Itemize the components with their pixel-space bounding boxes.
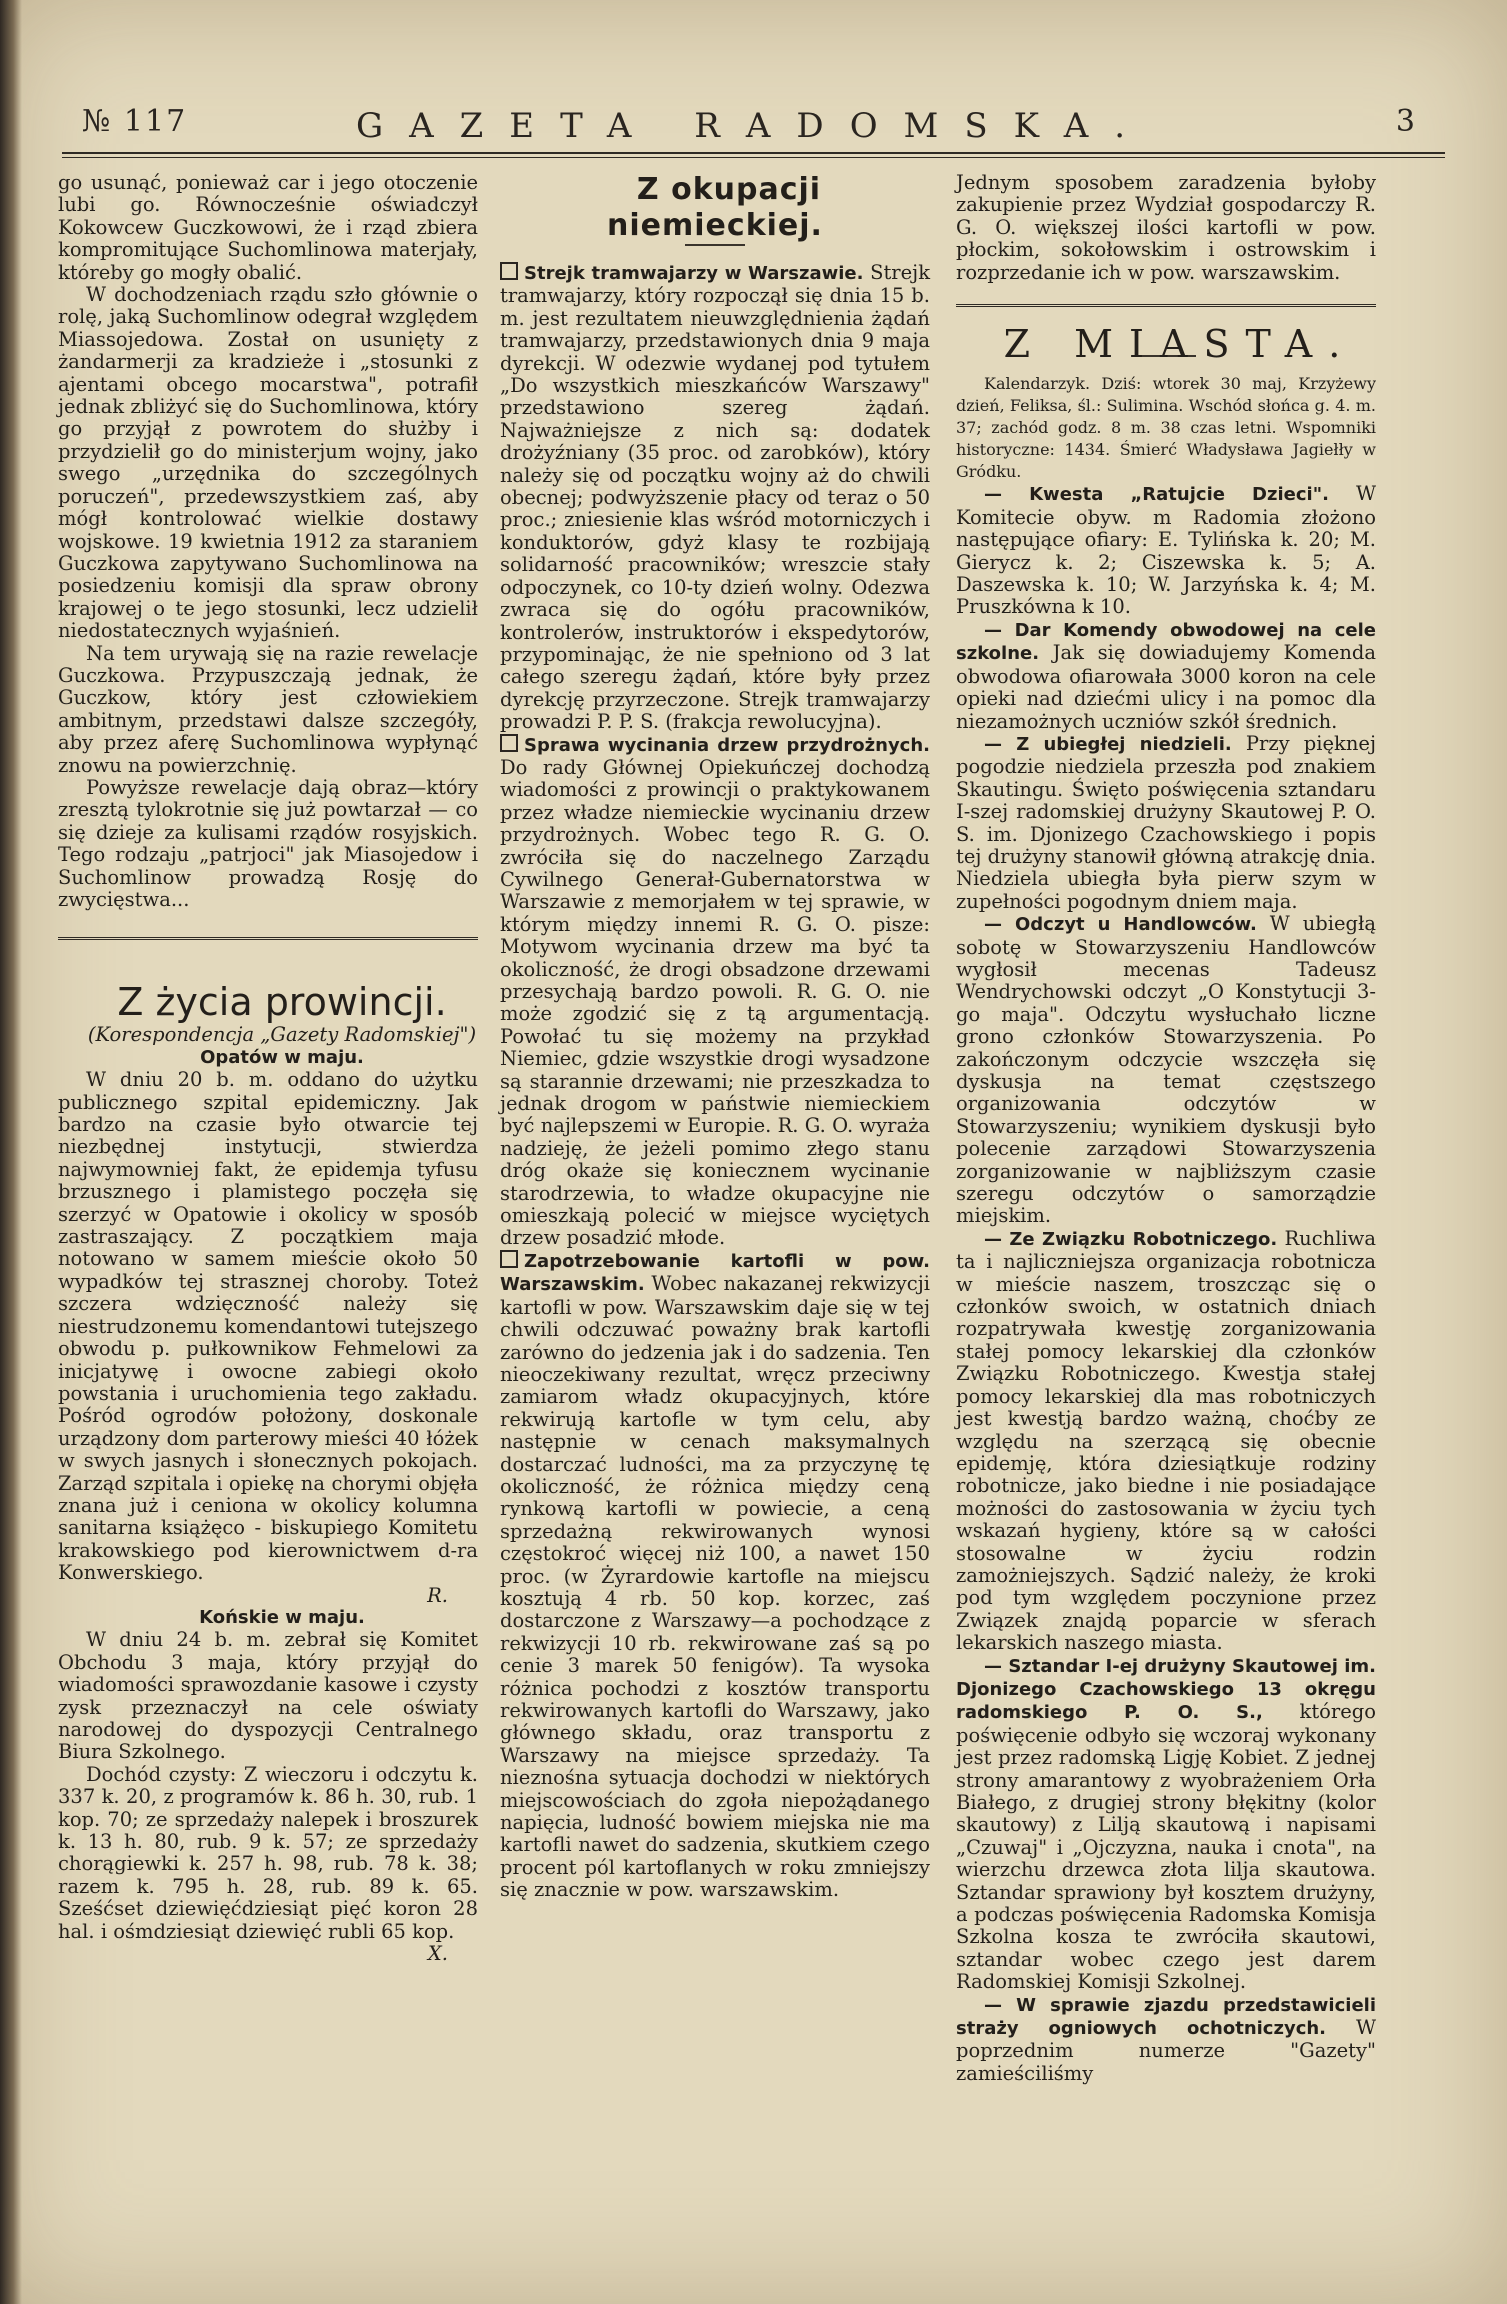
- paragraph: W dochodzeniach rządu szło głównie o rolę, jaką Suchomlinow odegrał względem Miassojedowa. Został on usunięty z żandarmerji za kradzieże i „stosunki z ajentami obcego mocarstwa", potrafił jednak zbliżyć się do Suchomlinowa, który go przyjął z powrotem do służby i przydzielił go do ministerjum wojny, jako swego „urzędnika do szczególnych poruczeń", przedewszystkiem zaś, aby mógł kontrolować wielkie dostawy wojskowe. 19 kwietnia 1912 za staraniem Guczkowa zapytywano Suchomlinowa na posiedzeniu komisji dla spraw obrony krajowej o te jego stosunki, lecz udzielił niedostatecznych wyjaśnień.: [58, 283, 478, 643]
- section-title-occupation: Z okupacji niemieckiej.: [607, 172, 823, 243]
- checkbox-bullet-icon: [500, 262, 518, 280]
- paragraph: Dochód czysty: Z wieczoru i odczytu k. 337 k. 20, z programów k. 86 h. 30, rub. 1 kop. 70; ze sprzedaży nalepek i broszurek k. 13 h. 80, rub. 9 k. 57; ze sprzedaży chorągiewki k. 257 h. 98, rub. 78 k. 38; razem k. 795 h. 28, rub. 89 k. 65. Sześćset dziewięćdziesiąt pięć koron 28 hal. i ośmdziesiąt dziewięć rubli 65 kop.: [58, 1762, 478, 1943]
- checkbox-bullet-icon: [500, 734, 518, 752]
- news-item: [500, 1250, 930, 1902]
- news-body: W poprzednim numerze "Gazety" zamieściliśmy: [956, 2016, 1376, 2085]
- section-title-city: Z MIASTA.: [1003, 322, 1357, 367]
- newspaper-title: GAZETA RADOMSKA.: [355, 106, 1152, 146]
- issue-number: № 117: [82, 104, 188, 139]
- dateline-konskie: Końskie w maju.: [199, 1606, 365, 1628]
- signature: X.: [427, 1942, 448, 1966]
- news-body: którego poświęcenie odbyło się wczoraj wykonany jest przez radomską Ligję Kobiet. Z jednej strony amarantowy z wyobrażeniem Orła Białego, z drugiej strony błękitny (kolor skautowy) z Lilją skautową i napisami „Czuwaj" i „Ojczyzna, nauka i cnota", na wierzchu drzewca złota lilja skautowa. Sztandar sprawiony był kosztem drużyny, a podczas poświęcenia Radomska Komisja Szkolna kosza te zwróciła skautowi, sztandar wobec czego jest darem Radomskiej Komisji Szkolnej.: [956, 1700, 1376, 1994]
- news-body: Jak się dowiadujemy Komenda obwodowa ofiarowała 3000 koron na cele opieki nad dziećmi ulicy i na pomoc dla niezamożnych uczniów szkół średnich.: [956, 641, 1376, 733]
- paragraph: W dniu 24 b. m. zebrał się Komitet Obchodu 3 maja, który przyjął do wiadomości sprawozdanie kasowe i czysty zysk przeznaczył na cele oświaty narodowej do dyspozycji Centralnego Biura Szkolnego.: [58, 1628, 478, 1764]
- news-item: [956, 1655, 1376, 1994]
- news-item: [956, 483, 1376, 618]
- title-rule: [685, 244, 745, 246]
- news-body: Ruchliwa ta i najliczniejsza organizacja robotnicza w mieście naszem, troszcząc się o członków swoich, w ostatnich dniach rozpatrywała kwestję zorganizowania stałej pomocy lekarskiej dla członków Związku Robotniczego. Kwestja stałej pomocy lekarskiej dla mas robotniczych jest kwestją bardzo ważną, choćby ze względu na szerzącą się obecnie epidemję, która dziesiątkuje rodziny robotnicze, jako biedne i nie posiadające możności do zastosowania w życiu tych wskazań hygieny, które są w całości stosowalne w życiu rodzin zamożniejszych. Sądzić należy, że kroki pod tym względem poczynione przez Związek znajdą poparcie w sferach lekarskich naszego miasta.: [956, 1226, 1376, 1655]
- paragraph: W dniu 20 b. m. oddano do użytku publicznego szpital epidemiczny. Jak bardzo na czasie było otwarcie tej niezbędnej instytucji, stwierdza najwymowniej fakt, że epidemja tyfusu brzusznego i plamistego poczęła się szerzyć w Opatowie i okolicy w sposób zastraszający. Z początkiem maja notowano w samem mieście około 50 wypadków tej strasznej choroby. Toteż szczera wdzięczność należy się niestrudzonemu komendantowi tutejszego obwodu p. pułkownikow Fehmelowi za inicjatywę i owocne zabiegi około powstania i uruchomienia tego zakładu. Pośród ogrodów położony, doskonale urządzony dom parterowy mieści 40 łóżek w swych jasnych i słonecznych pokojach. Zarząd szpitala i opiekę na chorymi objęła znana już i ceniona w okolicy kolumna sanitarna książęco - biskupiego Komitetu krakowskiego pod kierownictwem d-ra Konwerskiego.: [58, 1068, 478, 1585]
- news-body: Strejk tramwajarzy, który rozpoczął się dnia 15 b. m. jest rezultatem nieuwzględnienia żądań tramwajarzy, przedstawionych dnia 9 maja dyrekcji. W odezwie wydanej pod tytułem „Do wszystkich mieszkańców Warszawy" przedstawiono szereg żądań. Najważniejsze z nich są: dodatek drożyźniany (35 proc. od zarobków), który należy się od początku wojny aż do chwili obecnej; podwyższenie płacy od teraz o 50 proc.; zniesienie klas wśród motorniczych i konduktorów, gdyż klasy te rozbijają solidarność pracowników; wreszcie stały odpoczynek, co 10-ty dzień wolny. Odezwa zwraca się do ogółu pracowników, kontrolerów, instruktorów i ekspedytorów, przypominając, że nie spełniono od 3 lat całego szeregu żądań, które były przez dyrekcję przyrzeczone. Strejk tramwajarzy prowadzi P. P. S. (frakcja rewolucyjna).: [500, 261, 931, 734]
- news-headline: Zapotrzebowanie kartofli w pow. Warszawskim.: [500, 1250, 930, 1296]
- news-body: Wobec nakazanej rekwizycji kartofli w pow. Warszawskim daje się w tej chwili odczuwać poważny brak kartofli zarówno do jedzenia jak i do sadzenia. Ten nieoczekiwany rezultat, wręcz przeciwny zamiarom władz okupacyjnych, które rekwirują kartofle w tym celu, aby następnie w cenach maksymalnych dostarczać ludności, ma za przyczynę tę okoliczność, że różnica między ceną rynkową kartofli w powiecie, a ceną sprzedażną rekwirowanych wynosi częstokroć więcej niż 100, a nawet 150 proc. (w Żyrardowie kartofle na miejscu kosztują 4 rb. 50 kop. korzec, zaś dostarczone z Warszawy—a pochodzące z rekwizycji 10 rb. rekwirowane zaś są po cenie 3 marek 50 fenigów). Ta wysoka różnica pochodzi z kosztów transportu rekwirowanych kartofli do Warszawy, jako głównego składu, oraz transportu z Warszawy na miejsce sprzedaży. Ta nieznośna sytuacja dochodzi w niektórych miejscowościach do zgoła niepożądanego napięcia, ludność bowiem miejska nie ma kartofli nawet do sadzenia, skutkiem czego procent pól kartoflanych w roku zmniejszy się znacznie w pow. warszawskim.: [500, 1272, 931, 1902]
- news-body: Do rady Głównej Opiekuńczej dochodzą wiadomości z prowincji o praktykowanem przez władze niemieckie wycinaniu drzew przydrożnych. Wobec tego R. G. O. zwróciła się do naczelnego Zarządu Cywilnego Generał-Gubernatorstwa w Warszawie z memorjałem w tej sprawie, w którym między innemi R. G. O. pisze: Motywom wycinania drzew ma być ta okoliczność, że drogi obsadzone drzewami przesychają bardzo powoli. R. G. O. nie może zgodzić się z tą argumentacją. Powołać tu się możemy na przykład Niemiec, gdzie wszystkie drogi wysadzone są starannie drzewami; nie przeszkadza to jednak drogom w państwie niemieckiem być najlepszemi w Europie. R. G. O. wyraża nadzieję, że jeżeli pomimo złego stanu dróg okaże się koniecznem wycinanie starodrzewia, to władze okupacyjne nie omieszkają polecić w miejsce wyciętych drzew posadzić młode.: [500, 755, 930, 1250]
- news-item: [956, 1994, 1376, 2086]
- paragraph: Na tem urywają się na razie rewelacje Guczkowa. Przypuszczają jednak, że Guczkow, który jest człowiekiem ambitnym, przedstawi dalsze szczegóły, aby przez aferę Suchomlinowa wypłynąć znowu na powierzchnię.: [58, 641, 478, 777]
- news-headline: Strejk tramwajarzy w Warszawie.: [524, 263, 864, 284]
- paragraph: Powyższe rewelacje dają obraz—który zresztą tylokrotnie się już powtarzał — co się dzieje za kulisami rządów rosyjskich. Tego rodzaju „patrjoci" jak Miasojedow i Suchomlinow prowadzą Rosję do zwycięstwa...: [58, 775, 478, 911]
- news-body: Przy pięknej pogodzie niedziela przeszła pod znakiem Skautingu. Święto poświęcenia sztandaru I-szej radomskiej drużyny Skautowej P. O. S. im. Djonizego Czachowskiego i popis tej drużyny stanowił główną atrakcję dnia. Niedziela ubiegła była pierw szym w zupełności pogodnym dniem maja.: [956, 731, 1377, 913]
- news-item: [956, 733, 1376, 913]
- news-item: [500, 734, 930, 1250]
- calendar-note: Kalendarzyk. Dziś: wtorek 30 maj, Krzyżewy dzień, Feliksa, śl.: Sulimina. Wschód słońca g. 4. m. 37; zachód godz. 8 m. 38 czas letni. Wspomniki historyczne: 1434. Śmierć Władysława Jagiełły w Gródku.: [956, 374, 1376, 482]
- news-item: [956, 619, 1376, 733]
- page-header: [62, 104, 1445, 148]
- scan-edge: [0, 0, 22, 2304]
- signature: R.: [427, 1583, 448, 1607]
- column-left: [58, 172, 478, 1965]
- news-item: [956, 1228, 1376, 1655]
- news-headline: — Dar Komendy obwodowej na cele szkolne.: [956, 619, 1376, 665]
- paragraph: go usunąć, ponieważ car i jego otoczenie lubi go. Równocześnie oświadczył Kokowcew Guczkowowi, że i rząd zbiera kompromitujące Suchomlinowa materjały, któreby go mogły obalić.: [58, 171, 478, 284]
- news-headline: — W sprawie zjazdu przedstawicieli straży ogniowych ochotniczych.: [956, 1994, 1376, 2040]
- news-headline: — Odczyt u Handlowców.: [984, 914, 1257, 936]
- news-item: [500, 262, 930, 734]
- section-divider: [58, 937, 478, 940]
- header-rule: [62, 152, 1445, 154]
- news-body: W ubiegłą sobotę w Stowarzyszeniu Handlowców wygłosił mecenas Tadeusz Wendrychowski odczyt „O Konstytucji 3-go maja". Odczytu wysłuchało liczne grono członków Stowarzyszenia. Po zakończonym odczycie wszczęła się dyskusja na temat częstszego organizowania odczytów w Stowarzyszeniu; wynikiem dyskusji było polecenie zarządowi Stowarzyszenia zorganizowanie w najbliższym czasie szeregu odczytów o samorządzie miejskim.: [956, 912, 1376, 1228]
- news-body: W Komitecie obyw. m Radomia złożono następujące ofiary: E. Tylińska k. 20; M. Gierycz k. 2; Ciszewska k. 5; A. Daszewska k. 10; W. Jarzyńska k. 4; M. Pruszkówna k 10.: [956, 482, 1376, 619]
- checkbox-bullet-icon: [500, 1250, 518, 1268]
- news-headline: Sprawa wycinania drzew przydrożnych.: [524, 734, 930, 756]
- dateline-opatow: Opatów w maju.: [200, 1046, 364, 1068]
- section-divider: [956, 304, 1376, 307]
- news-item: [956, 913, 1376, 1228]
- header-rule-thin: [62, 157, 1445, 158]
- paragraph: Jednym sposobem zaradzenia byłoby zakupienie przez Wydział gospodarczy R. G. O. większej ilości kartofli w pow. płockim, sokołowskim i ostrowskim i rozprzedanie ich w pow. warszawskim.: [956, 171, 1376, 284]
- column-right: [956, 172, 1376, 2085]
- news-headline: — Sztandar I-ej drużyny Skautowej im. Djonizego Czachowskiego 13 okręgu radomskiego P. O. S.,: [956, 1655, 1376, 1724]
- section-title-provinces: Z życia prowincji.: [117, 980, 447, 1025]
- column-middle: [500, 172, 930, 1902]
- news-headline: — Ze Związku Robotniczego.: [984, 1228, 1278, 1250]
- correspondence-byline: (Korespondencja „Gazety Radomskiej"): [87, 1023, 477, 1047]
- news-headline: — Z ubiegłej niedzieli.: [984, 733, 1232, 755]
- page-number: 3: [1395, 104, 1415, 139]
- news-headline: — Kwesta „Ratujcie Dzieci".: [984, 484, 1329, 506]
